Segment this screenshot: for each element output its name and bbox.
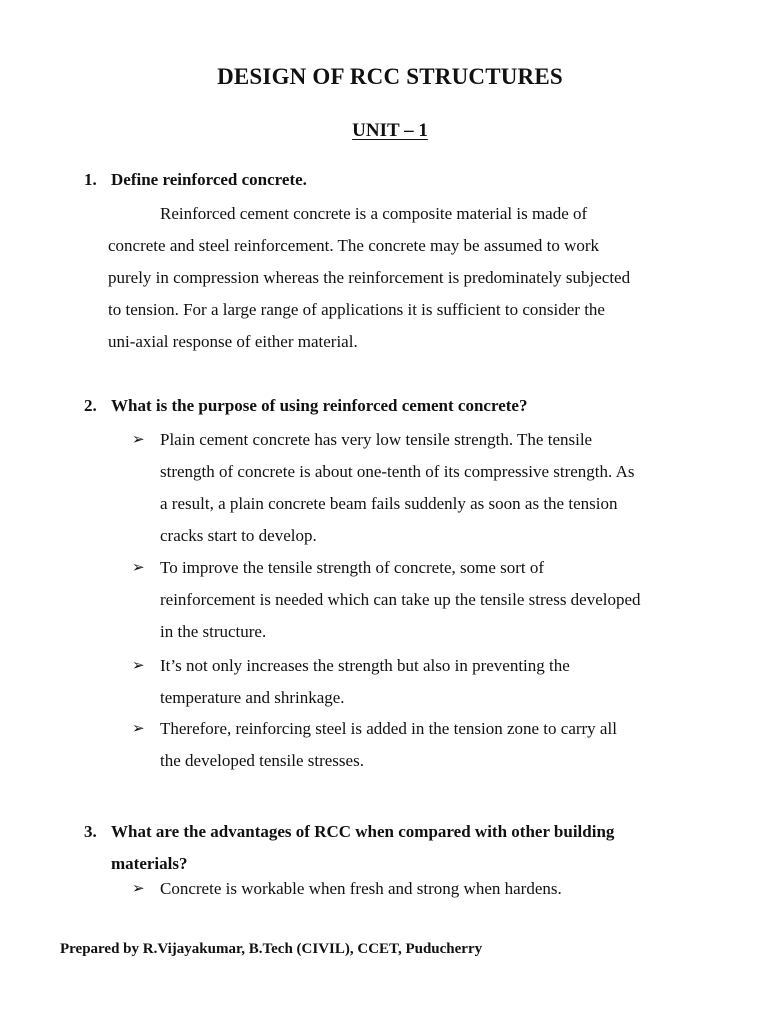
bullet-line: in the structure. xyxy=(160,622,267,641)
bullet-line: reinforcement is needed which can take up the tensile stress developed xyxy=(160,590,641,609)
question-text: Define reinforced concrete. xyxy=(111,170,307,189)
document-title: DESIGN OF RCC STRUCTURES xyxy=(217,64,563,89)
bullet-line: the developed tensile stresses. xyxy=(160,751,364,770)
bullet-line: To improve the tensile strength of concrete, some sort of xyxy=(160,558,545,577)
question-number: 1. xyxy=(84,170,97,189)
question-text: What is the purpose of using reinforced cement concrete? xyxy=(111,396,528,415)
answer-line: to tension. For a large range of applications it is sufficient to consider the xyxy=(108,300,605,319)
answer-line: Reinforced cement concrete is a composite material is made of xyxy=(160,204,588,223)
question-line: What are the advantages of RCC when compared with other building xyxy=(111,822,615,841)
bullet-line: Therefore, reinforcing steel is added in the tension zone to carry all xyxy=(160,719,617,738)
answer-line: uni-axial response of either material. xyxy=(108,332,358,351)
arrowhead-right-icon: ➢ xyxy=(132,721,145,737)
question-number: 3. xyxy=(84,822,97,841)
bullet-line: Plain cement concrete has very low tensile strength. The tensile xyxy=(160,430,593,449)
answer-line: concrete and steel reinforcement. The concrete may be assumed to work xyxy=(108,236,600,255)
page-footer: Prepared by R.Vijayakumar, B.Tech (CIVIL), CCET, Puducherry xyxy=(60,941,483,957)
arrowhead-right-icon: ➢ xyxy=(132,658,145,674)
question-number: 2. xyxy=(84,396,97,415)
bullet-line: cracks start to develop. xyxy=(160,526,317,545)
answer-1 xyxy=(108,198,630,358)
arrowhead-right-icon: ➢ xyxy=(132,432,145,448)
bullet-line: It’s not only increases the strength but also in preventing the xyxy=(160,656,570,675)
bullet-line: temperature and shrinkage. xyxy=(160,688,345,707)
question-line: materials? xyxy=(111,854,188,873)
bullet-line: a result, a plain concrete beam fails suddenly as soon as the tension xyxy=(160,494,618,513)
bullet-line: strength of concrete is about one-tenth of its compressive strength. As xyxy=(160,462,635,481)
question-text xyxy=(111,816,614,880)
arrowhead-right-icon: ➢ xyxy=(132,881,145,897)
arrowhead-right-icon: ➢ xyxy=(132,560,145,576)
bullet-line: Concrete is workable when fresh and strong when hardens. xyxy=(160,879,562,898)
answer-line: purely in compression whereas the reinforcement is predominately subjected xyxy=(108,268,631,287)
unit-heading: UNIT – 1 xyxy=(352,120,428,141)
